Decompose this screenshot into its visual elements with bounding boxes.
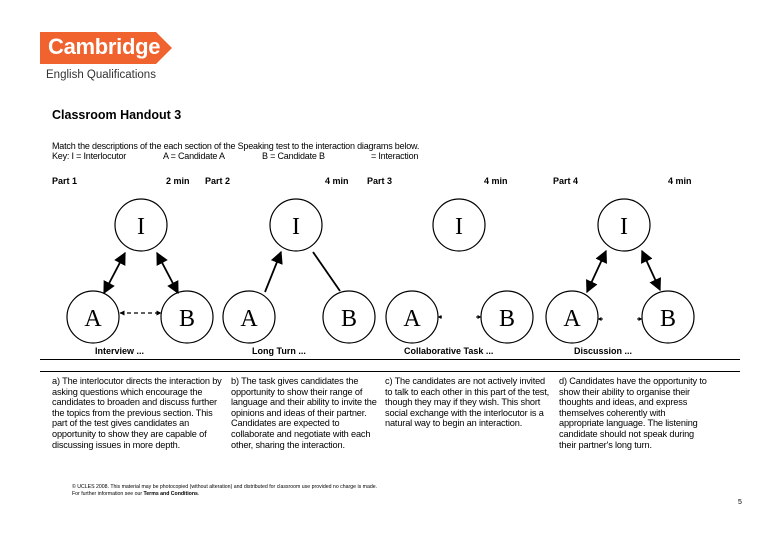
key-interlocutor: Key: I = Interlocutor	[52, 151, 127, 161]
further-info-end: .	[197, 491, 200, 497]
page-number: 5	[738, 499, 742, 506]
copyright-notice: © UCLES 2008. This material may be photocopied (without alteration) and distributed for classroom use provided no charge is made.	[72, 484, 378, 490]
node-candidate-a-label: A	[84, 306, 102, 332]
arrow-i-b	[642, 251, 660, 290]
node-candidate-b-label: B	[498, 306, 516, 332]
diagram-part-4	[546, 199, 694, 343]
node-candidate-b-label: B	[340, 306, 358, 332]
node-interlocutor-label: I	[455, 214, 463, 240]
further-info	[72, 491, 377, 498]
node-candidate-b-label: B	[178, 306, 196, 332]
node-candidate-a-label: A	[403, 306, 421, 332]
part-2-time: 4 min	[325, 176, 349, 186]
part-1-label: Part 1	[52, 176, 78, 186]
part-3-task: Collaborative Task ...	[404, 346, 494, 356]
line-i-b	[313, 252, 340, 291]
part-2-task: Long Turn ...	[252, 346, 306, 356]
part-4-time: 4 min	[668, 176, 692, 186]
part-2-label: Part 2	[205, 176, 231, 186]
key-interaction: = Interaction	[371, 151, 419, 161]
node-interlocutor-label: I	[137, 214, 145, 240]
logo-wordmark: Cambridge	[48, 34, 161, 59]
further-info-text: For further information see our	[72, 491, 144, 497]
footer	[72, 484, 377, 498]
terms-link[interactable]: Terms and Conditions	[143, 491, 198, 497]
page-title: Classroom Handout 3	[52, 108, 182, 122]
part-1-time: 2 min	[166, 176, 190, 186]
diagram-part-3	[386, 199, 533, 343]
node-interlocutor-label: I	[292, 214, 300, 240]
description-b: b) The task gives candidates the opportunity to show their range of language and their ability to invite the opinions and ideas of their partner. Candidates are expected to collaborate and negotiate with each other, sharing the interaction.	[231, 376, 377, 450]
arrow-i-a	[104, 253, 125, 293]
divider-top	[40, 359, 740, 360]
arrow-i-a	[587, 251, 606, 292]
node-candidate-a-label: A	[563, 306, 581, 332]
description-c: c) The candidates are not actively invited to talk to each other in this part of the test, though they may if they wish. This short social exchange with the interlocutor is a natural way to begin an interaction.	[385, 376, 550, 429]
diagram-part-1	[67, 199, 213, 343]
node-candidate-a-label: A	[240, 306, 258, 332]
description-d: d) Candidates have the opportunity to show their ability to organise their thoughts and ideas, and express themselves coherently with appropriate language. The listening candidate should not speak during their partner's long turn.	[559, 376, 707, 450]
logo-subtitle: English Qualifications	[46, 69, 156, 81]
part-3-time: 4 min	[484, 176, 508, 186]
key-candidate-b: B = Candidate B	[262, 151, 325, 161]
key-candidate-a: A = Candidate A	[163, 151, 225, 161]
diagram-part-2	[223, 199, 375, 343]
arrow-a-to-i	[265, 252, 281, 292]
part-4-label: Part 4	[553, 176, 579, 186]
part-3-label: Part 3	[367, 176, 393, 186]
description-a: a) The interlocutor directs the interaction by asking questions which encourage the candidates to broaden and discuss further the topics from the previous section. This part of the test gives candidates an opportunity to show they are capable of discussing issues in more depth.	[52, 376, 222, 450]
instructions: Match the descriptions of the each section of the Speaking test to the interaction diagrams below.	[52, 141, 420, 151]
divider-bottom	[40, 371, 740, 372]
part-4-task: Discussion ...	[574, 346, 633, 356]
node-interlocutor-label: I	[620, 214, 628, 240]
node-candidate-b-label: B	[659, 306, 677, 332]
arrow-i-b	[157, 253, 178, 293]
part-1-task: Interview ...	[95, 346, 145, 356]
